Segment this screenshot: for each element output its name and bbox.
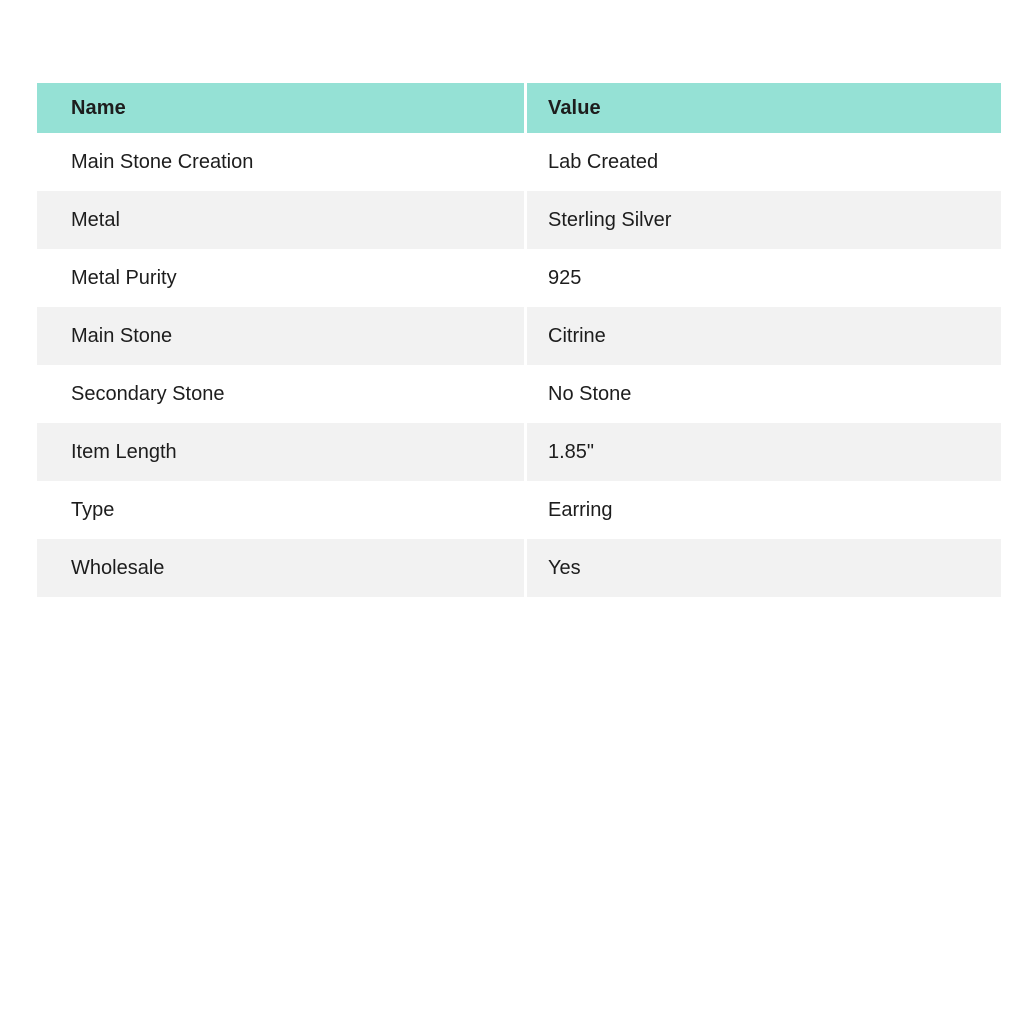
table-row <box>37 365 1001 423</box>
table-row <box>37 133 1001 191</box>
table-row <box>37 481 1001 539</box>
row-value-cell: Earring <box>524 481 1001 539</box>
spec-table <box>37 83 1001 597</box>
row-value-cell: Yes <box>524 539 1001 597</box>
row-value-cell: 925 <box>524 249 1001 307</box>
header-row <box>37 83 1001 133</box>
table-row <box>37 249 1001 307</box>
row-value-cell: Citrine <box>524 307 1001 365</box>
row-value-cell: No Stone <box>524 365 1001 423</box>
row-name-cell: Secondary Stone <box>37 365 524 423</box>
table-row <box>37 307 1001 365</box>
row-name-cell: Metal Purity <box>37 249 524 307</box>
row-name-cell: Main Stone Creation <box>37 133 524 191</box>
row-name-cell: Metal <box>37 191 524 249</box>
row-name-cell: Wholesale <box>37 539 524 597</box>
row-value-cell: Lab Created <box>524 133 1001 191</box>
row-value-cell: 1.85" <box>524 423 1001 481</box>
row-name-cell: Item Length <box>37 423 524 481</box>
table-row <box>37 539 1001 597</box>
header-value-cell: Value <box>524 83 1001 133</box>
row-name-cell: Main Stone <box>37 307 524 365</box>
row-name-cell: Type <box>37 481 524 539</box>
table-row <box>37 423 1001 481</box>
table-row <box>37 191 1001 249</box>
header-name-cell: Name <box>37 83 524 133</box>
row-value-cell: Sterling Silver <box>524 191 1001 249</box>
